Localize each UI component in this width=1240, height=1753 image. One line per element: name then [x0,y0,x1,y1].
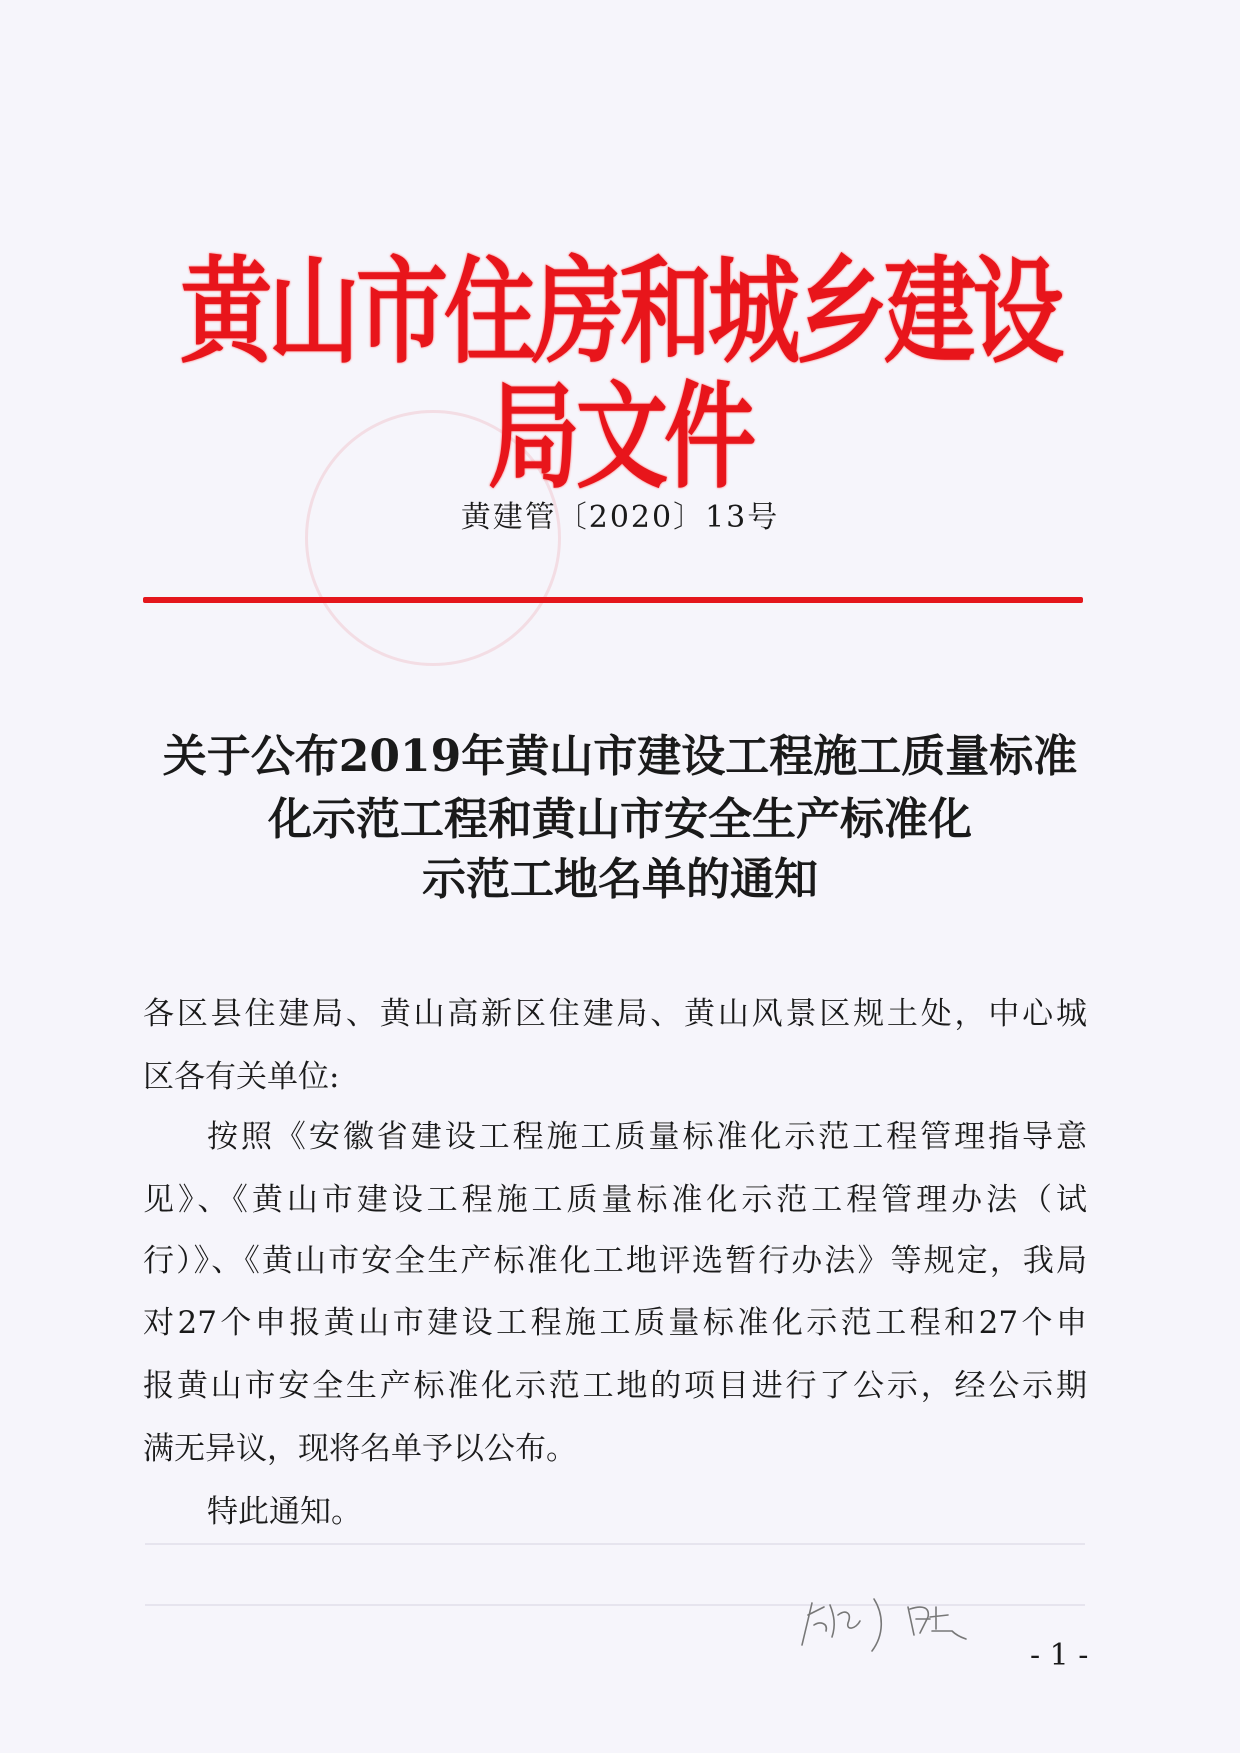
notice-title-line-1: 关于公布2019年黄山市建设工程施工质量标准 [162,731,1078,782]
notice-title-line-2: 化示范工程和黄山市安全生产标准化 [268,794,972,845]
body-line: 满无异议，现将名单予以公布。 [143,1431,577,1467]
body-line: 行）》、《黄山市安全生产标准化工地评选暂行办法》等规定，我局 [143,1243,1087,1279]
body-line: 各区县住建局、黄山高新区住建局、黄山风景区规土处，中心城 [143,996,1087,1032]
handwritten-signature [790,1585,1020,1655]
body-line: 见》、《黄山市建设工程施工质量标准化示范工程管理办法（试 [143,1182,1087,1218]
bleedthrough-rule [145,1543,1085,1545]
body-line: 区各有关单位: [143,1059,340,1095]
body-line: 报黄山市安全生产标准化示范工地的项目进行了公示，经公示期 [143,1368,1087,1404]
notice-title-line-3: 示范工地名单的通知 [422,854,818,905]
issuing-authority-title: 黄山市住房和城乡建设局文件 [179,245,1060,504]
red-separator-line [143,597,1083,603]
closing-remark: 特此通知。 [207,1494,362,1530]
document-number: 黄建管〔2020〕13号 [460,500,780,535]
body-line: 按照《安徽省建设工程施工质量标准化示范工程管理指导意 [207,1119,1087,1155]
page-number: - 1 - [1030,1638,1089,1673]
body-line: 对27个申报黄山市建设工程施工质量标准化示范工程和27个申 [143,1305,1087,1341]
